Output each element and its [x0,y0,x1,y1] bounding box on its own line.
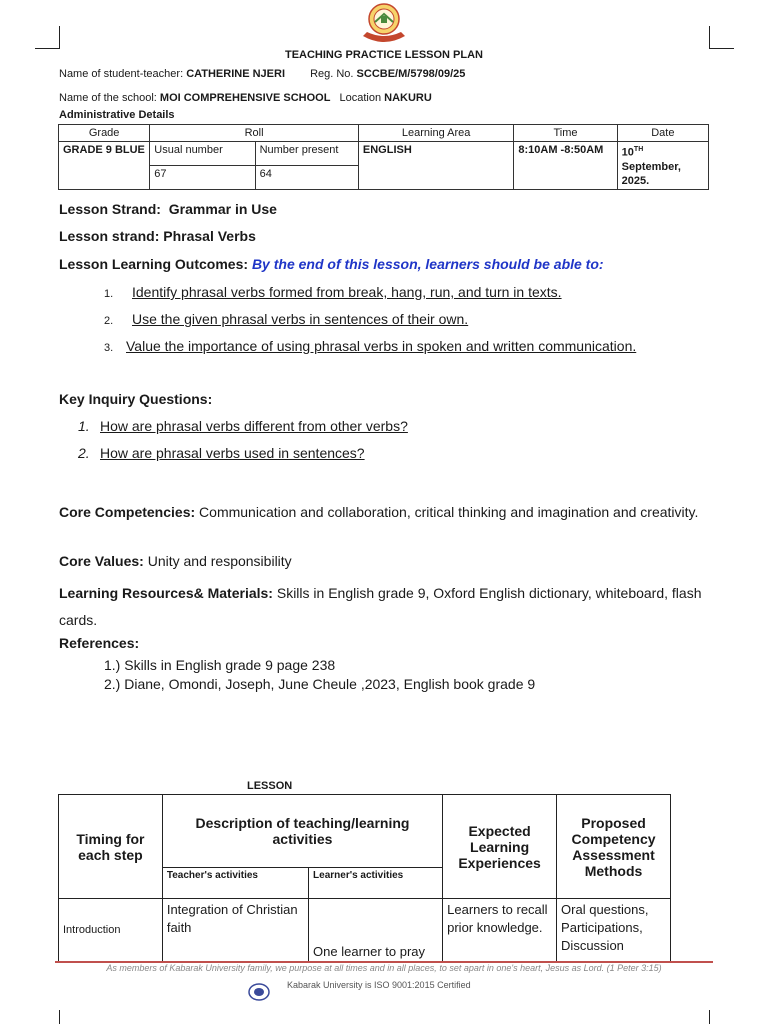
core-values [59,553,292,569]
outcome-item [104,338,636,354]
footer-seal-logo [247,982,271,1007]
present-label: Number present [255,142,358,166]
resources-value: Skills in English grade 9, Oxford English dictionary, whiteboard, flash cards. [59,585,702,628]
inquiry-text: How are phrasal verbs used in sentences? [100,445,365,461]
teacher-activity: Integration of Christian faith [162,899,308,962]
outcome-number: 2. [104,315,114,327]
col-description: Description of teaching/learning activities [162,795,442,868]
learning-resources [59,580,711,634]
references-heading: References: [59,635,140,651]
date-rest: September, 2025. [621,160,681,187]
date-day: 10 [621,146,634,159]
footer-motto: As members of Kabarak University family, we purpose at all times and in all places, to set apart in one's heart, Jesus as Lord. (1 Peter 3:15) [106,963,662,973]
outcomes-intro: By the end of this lesson, learners should be able to: [251,256,604,272]
outcome-text: Value the importance of using phrasal verbs in spoken and written communication. [126,338,637,354]
document-title: TEACHING PRACTICE LESSON PLAN [284,49,483,61]
student-name: CATHERINE NJERI [186,68,285,80]
usual-value: 67 [150,165,255,189]
competencies-value: Communication and collaboration, critical thinking and imagination and creativity. [199,504,699,520]
outcomes-label: Lesson Learning Outcomes: [59,256,249,272]
footer-iso: Kabarak University is ISO 9001:2015 Certified [287,980,471,990]
lesson-table-title: LESSON [247,780,293,792]
admin-details-table [58,124,709,190]
col-date: Date [617,125,708,142]
student-teacher-line [59,68,465,80]
col-grade: Grade [59,125,150,142]
reg-number: SCCBE/M/5798/09/25 [356,68,466,80]
time-value: 8:10AM -8:50AM [514,142,617,190]
crop-mark-top-right [709,26,734,49]
student-label: Name of student-teacher: [59,68,184,80]
core-competencies [59,499,711,526]
present-value: 64 [255,165,358,189]
usual-label: Usual number [150,142,255,166]
inquiry-number: 1. [78,418,90,434]
expected-experience: Learners to recall prior knowledge. [443,899,557,962]
inquiry-heading: Key Inquiry Questions: [59,391,213,407]
sub-teacher-activities: Teacher's activities [162,868,308,899]
lesson-substrand [59,228,256,244]
lesson-strand-value: Grammar in Use [168,201,277,217]
inquiry-number: 2. [78,445,90,461]
school-name: MOI COMPREHENSIVE SCHOOL [159,92,331,104]
outcome-text: Identify phrasal verbs formed from break, hang, run, and turn in texts. [132,284,562,300]
school-line [59,92,432,104]
learning-outcomes-heading [59,256,604,272]
lesson-strand [59,201,277,217]
admin-details-title: Administrative Details [59,109,175,121]
outcome-item [104,284,562,300]
lesson-substrand-label: Lesson strand: [59,228,160,244]
col-time: Time [514,125,617,142]
crop-mark-bottom-right [709,1010,734,1024]
competencies-label: Core Competencies: [59,504,196,520]
inquiry-item [78,445,365,461]
col-expected: Expected Learning Experiences [443,795,557,899]
col-roll: Roll [150,125,359,142]
crop-mark-top-left [35,26,60,49]
learning-area-value: ENGLISH [358,142,513,190]
values-value: Unity and responsibility [147,553,292,569]
col-timing: Timing for each step [59,795,163,899]
resources-label: Learning Resources& Materials: [59,585,273,601]
location-value: NAKURU [384,92,432,104]
inquiry-text: How are phrasal verbs different from other verbs? [100,418,408,434]
outcome-number: 1. [104,288,114,300]
date-value [617,142,708,190]
assessment-method: Oral questions, Participations, Discussion [557,899,671,962]
lesson-substrand-value: Phrasal Verbs [163,228,256,244]
lesson-table [58,794,671,962]
reference-item: 2.) Diane, Omondi, Joseph, June Cheule ,2023, English book grade 9 [104,676,536,692]
outcome-text: Use the given phrasal verbs in sentences of their own. [132,311,469,327]
learner-activity: One learner to pray [309,899,443,962]
outcome-item [104,311,468,327]
step-introduction: Introduction [59,899,163,962]
sub-learner-activities: Learner's activities [309,868,443,899]
values-label: Core Values: [59,553,144,569]
date-suffix: TH [633,146,644,153]
lesson-strand-label: Lesson Strand: [59,201,161,217]
grade-value: GRADE 9 BLUE [59,142,150,190]
outcome-number: 3. [104,342,114,354]
inquiry-item [78,418,408,434]
university-crest-logo [359,2,409,49]
location-label: Location [339,92,382,104]
school-label: Name of the school: [59,92,157,104]
reference-item: 1.) Skills in English grade 9 page 238 [104,657,336,673]
crop-mark-bottom-left [35,1010,60,1024]
reg-label: Reg. No. [310,68,354,80]
col-method: Proposed Competency Assessment Methods [557,795,671,899]
col-learning-area: Learning Area [358,125,513,142]
